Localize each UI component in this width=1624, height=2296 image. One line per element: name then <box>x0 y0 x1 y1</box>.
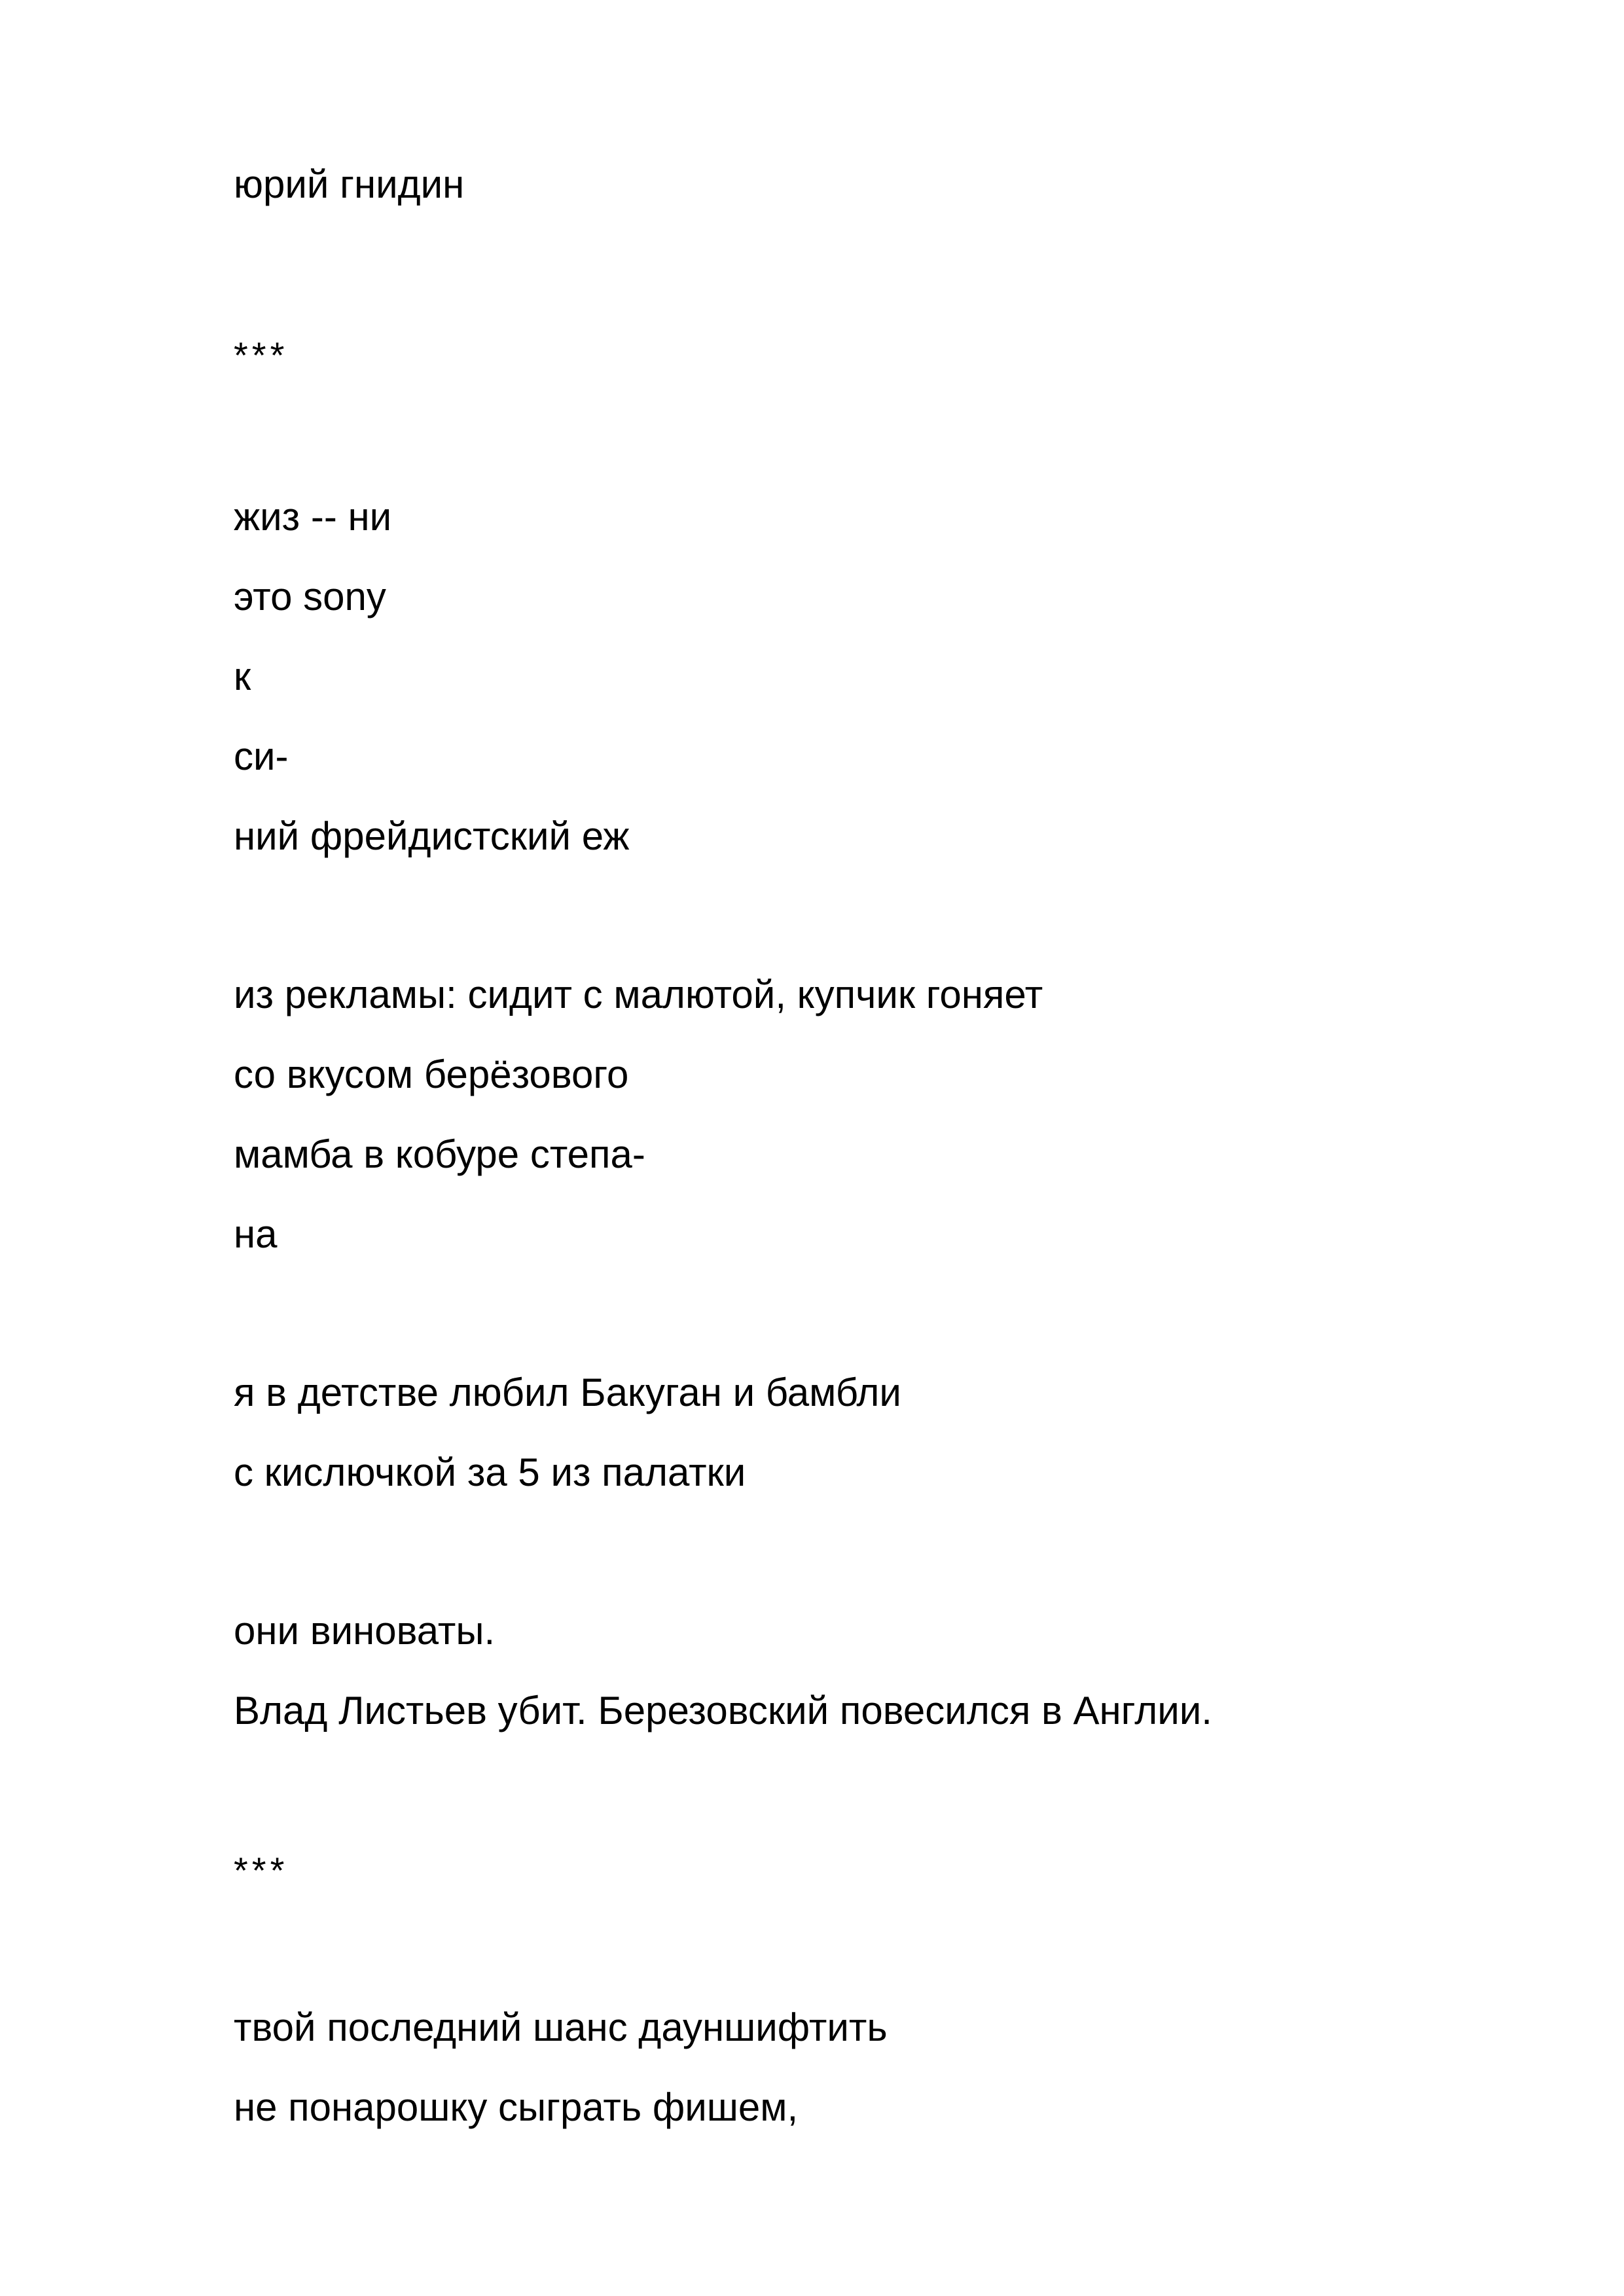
poem-line: си- <box>234 734 289 778</box>
section-separator: *** <box>234 334 289 376</box>
author-name: юрий гнидин <box>234 162 465 206</box>
poem-line: со вкусом берёзового <box>234 1052 629 1096</box>
poem-line: жиз -- ни <box>234 495 392 539</box>
poem-line: с кислючкой за 5 из палатки <box>234 1450 746 1494</box>
poem-line: это sony <box>234 575 386 619</box>
poem-line: твой последний шанс дауншифтить <box>234 2005 888 2049</box>
poem-line: Влад Листьев убит. Березовский повесился в Англии. <box>234 1689 1212 1732</box>
poem-line: из рекламы: сидит с малютой, купчик гоняет <box>234 973 1043 1016</box>
poem-line: я в детстве любил Бакуган и бамбли <box>234 1371 901 1414</box>
section-separator: *** <box>234 1850 289 1891</box>
poem-line: они виноваты. <box>234 1609 496 1653</box>
poem-line: не понарошку сыграть фишем, <box>234 2085 799 2129</box>
poem-line: мамба в кобуре степа- <box>234 1132 645 1176</box>
poem-line: к <box>234 655 251 698</box>
poem-line: ний фрейдистский еж <box>234 814 630 858</box>
poem-line: на <box>234 1212 278 1256</box>
